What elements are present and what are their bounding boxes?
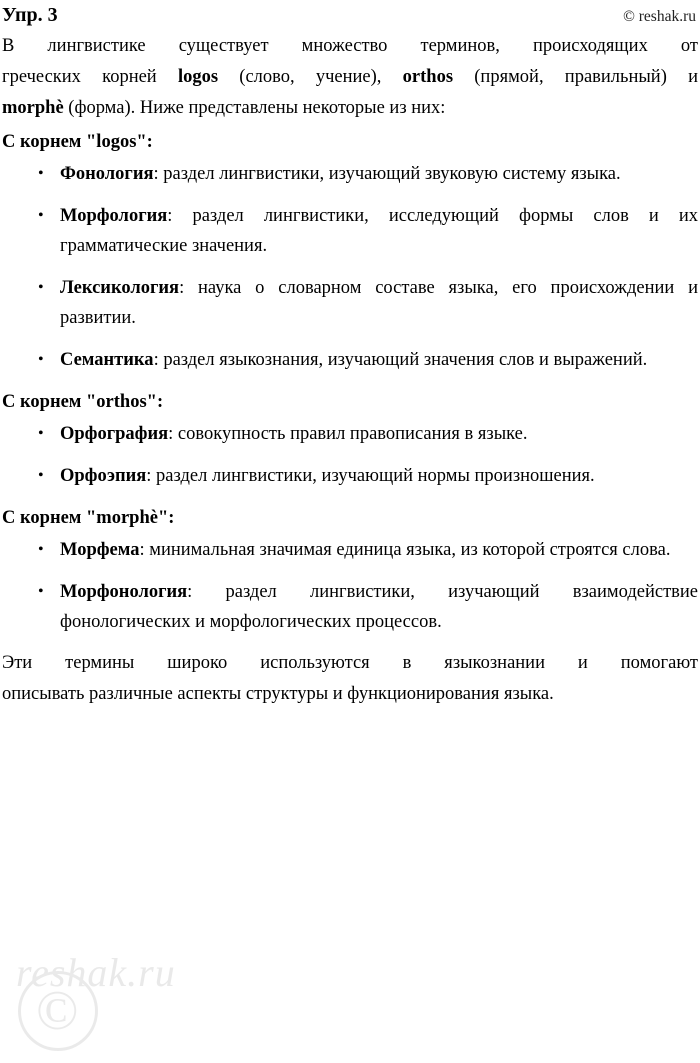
list-item <box>2 536 698 566</box>
exercise-title: Упр. 3 <box>2 4 58 26</box>
term-name: Семантика <box>60 349 154 370</box>
list-item <box>2 274 698 334</box>
term-name: Лексикология <box>60 277 180 298</box>
group-heading-morphe: С корнем "morphè": <box>2 507 175 528</box>
watermark-circle <box>18 971 98 1051</box>
intro-line-1 <box>2 32 698 62</box>
term-name: Морфема <box>60 539 140 560</box>
term-name: Орфоэпия <box>60 465 147 486</box>
intro-line-1-text: В лингвистике существует множество терминов, происходящих от <box>2 36 698 56</box>
conclusion-line-1: Эти термины широко используются в языкознании и помогают <box>2 653 698 674</box>
list-item <box>2 202 698 262</box>
term-list-morphe <box>2 536 698 638</box>
term-definition: : наука о словарном составе языка, его происхождении и развитии. <box>60 277 698 328</box>
group-heading-logos: С корнем "logos": <box>2 131 153 152</box>
list-item <box>2 420 698 450</box>
list-item <box>2 578 698 638</box>
document-content <box>2 4 698 710</box>
term-definition: : раздел лингвистики, исследующий формы слов и их грамматические значения. <box>60 205 698 256</box>
term-definition: : раздел лингвистики, изучающий взаимодействие фонологических и морфологических процессов. <box>60 581 698 632</box>
list-item <box>2 346 698 376</box>
term-name: Орфография <box>60 423 169 444</box>
list-item <box>2 160 698 190</box>
root-term-morphe: morphè <box>2 97 64 118</box>
term-definition: : минимальная значимая единица языка, из которой строятся слова. <box>139 539 671 560</box>
list-item <box>2 462 698 492</box>
term-name: Морфология <box>60 205 168 226</box>
term-list-orthos <box>2 420 698 492</box>
watermark-text: reshak.ru <box>16 950 176 995</box>
intro-line-2: греческих корней logos (слово, учение), orthos (прямой, правильный) и <box>2 66 698 87</box>
copyright-notice: © reshak.ru <box>623 8 696 25</box>
document-header <box>2 4 698 26</box>
watermark <box>10 943 240 1053</box>
term-definition: : раздел лингвистики, изучающий нормы произношения. <box>146 465 595 486</box>
term-definition: : раздел языкознания, изучающий значения слов и выражений. <box>153 349 648 370</box>
conclusion-line-2: описывать различные аспекты структуры и функционирования языка. <box>2 684 554 705</box>
intro-line-3: morphè (форма). Ниже представлены некоторые из них: <box>2 97 446 118</box>
term-definition: : раздел лингвистики, изучающий звуковую систему языка. <box>153 163 621 184</box>
term-name: Морфонология <box>60 581 188 602</box>
term-definition: : совокупность правил правописания в языке. <box>168 423 528 444</box>
term-name: Фонология <box>60 163 154 184</box>
root-term-logos: logos <box>177 66 219 87</box>
root-term-orthos: orthos <box>402 66 454 87</box>
group-heading-orthos: С корнем "orthos": <box>2 391 164 412</box>
watermark-copyright-symbol: © <box>36 980 79 1042</box>
term-list-logos <box>2 160 698 376</box>
